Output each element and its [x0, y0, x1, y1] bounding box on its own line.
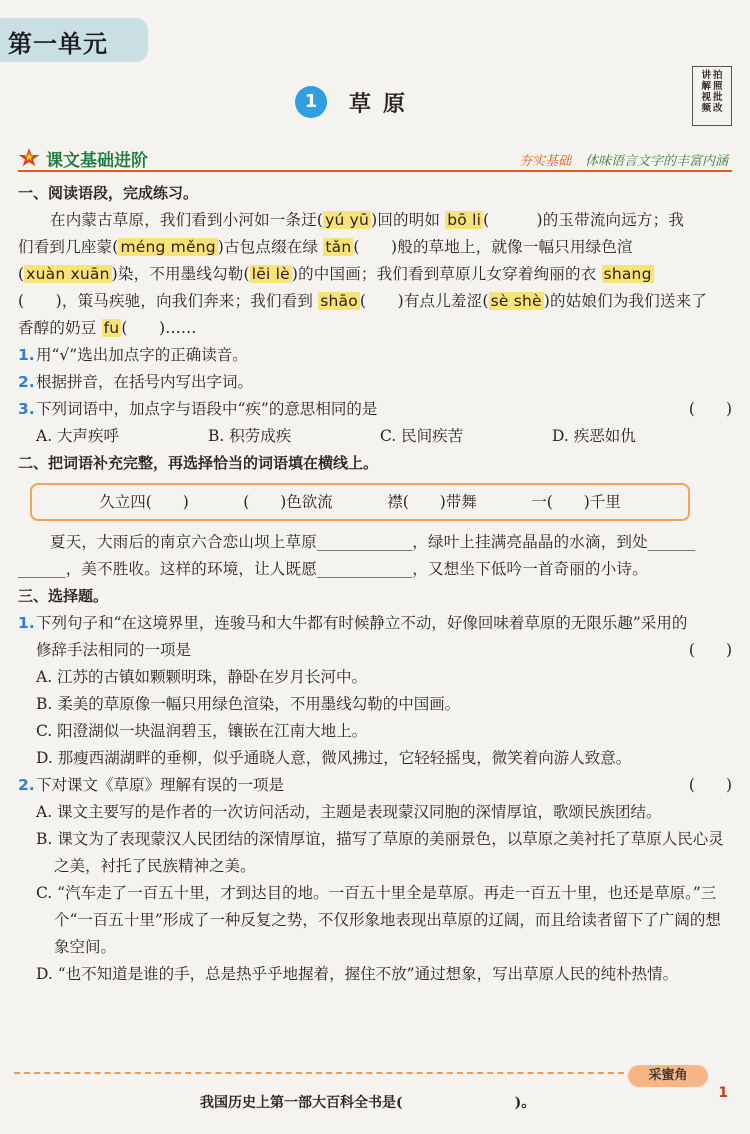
passage-text: 在内蒙古草原，我们看到小河如一条迂(: [50, 211, 324, 229]
pinyin-highlight: fu: [103, 319, 120, 337]
pinyin-highlight: bō li: [447, 211, 482, 229]
lesson-title: [295, 86, 417, 118]
passage-text: )的中国画；我们看到草原儿女穿着绚丽的衣: [291, 265, 602, 283]
part2-line-2[interactable]: ______，美不胜收。这样的环境，让人既愿____________，又想坐下低吟一首奇丽的小诗。: [18, 560, 648, 578]
section-header: [18, 146, 732, 172]
video-note-char: 照: [713, 81, 723, 92]
answer-paren[interactable]: ( ): [688, 400, 732, 418]
pinyin-highlight: tǎn: [325, 238, 352, 256]
option[interactable]: C. “汽车走了一百五十里，才到达目的地。一百五十里全是草原。再走一百五十里，也还是草原。”三个“一百五十里”形成了一种反复之势，不仅形象地表现出草原的辽阔，而且给读者留下了广阔的想象空间。: [36, 884, 721, 956]
video-note-col-1: [701, 70, 711, 122]
pinyin-highlight: shang: [603, 265, 652, 283]
section-tag: [519, 150, 728, 169]
passage-line: [18, 288, 732, 315]
part3-q1-options: [18, 664, 732, 772]
exercise-content: [18, 180, 732, 988]
pinyin-highlight: sè shè: [490, 292, 542, 310]
idiom-blank[interactable]: 一( )千里: [531, 492, 621, 511]
part1-question-2: 2. 根据拼音，在括号内写出字词。: [18, 373, 254, 391]
passage-line: [18, 207, 732, 234]
passage-line: [18, 234, 732, 261]
option[interactable]: C. 民间疾苦: [380, 427, 464, 445]
idiom-blank[interactable]: ( )色欲流: [243, 492, 333, 511]
pinyin-highlight: xuàn xuān: [26, 265, 110, 283]
video-note-char: 批: [713, 92, 723, 103]
idiom-blank[interactable]: 襟( )带舞: [387, 492, 477, 511]
option[interactable]: A. 大声疾呼: [36, 427, 120, 445]
part3-q2-options: [18, 799, 732, 988]
passage-line: [18, 315, 732, 342]
unit-title: 第一单元: [8, 30, 108, 58]
passage-text: )回的明如: [371, 211, 446, 229]
part3-heading: 三、选择题。: [18, 587, 109, 605]
footer-question[interactable]: 我国历史上第一部大百科全书是( )。: [200, 1095, 536, 1111]
option[interactable]: B. 积劳成疾: [208, 427, 292, 445]
section-tag-main: 夯实基础: [518, 154, 571, 169]
part2-line-1[interactable]: 夏天，大雨后的南京六合恋山坝上草原____________，绿叶上挂满亮晶晶的水滴，到处______: [50, 533, 696, 551]
option[interactable]: B. 柔美的草原像一幅只用绿色渲染，不用墨线勾勒的中国画。: [36, 695, 461, 713]
part2-heading: 二、把词语补充完整，再选择恰当的词语填在横线上。: [18, 454, 379, 472]
video-note-char: 改: [713, 103, 723, 114]
passage-text: 香醇的奶豆: [18, 319, 102, 337]
passage-text: ( )，策马疾驰，向我们奔来；我们看到: [18, 292, 319, 310]
option[interactable]: C. 阳澄湖似一块温润碧玉，镶嵌在江南大地上。: [36, 722, 368, 740]
video-note-char: 频: [701, 103, 711, 114]
reading-passage: [18, 207, 732, 342]
page-number: 1: [718, 1085, 728, 1101]
unit-tab: [0, 18, 148, 62]
footer-badge: 采蜜角: [628, 1065, 708, 1087]
passage-line: [18, 261, 732, 288]
passage-text: )染，不用墨线勾勒(: [111, 265, 250, 283]
video-note-char: 视: [701, 92, 711, 103]
passage-text: )的姑娘们为我们送来了: [543, 292, 708, 310]
video-note-col-2: [713, 70, 723, 122]
idiom-blank[interactable]: 久立四( ): [99, 492, 189, 511]
section-tag-sub: 体味语言文字的丰富内涵: [584, 154, 728, 169]
pinyin-highlight: yú yū: [325, 211, 370, 229]
footer-divider: [14, 1072, 624, 1074]
option[interactable]: A. 江苏的古镇如颗颗明珠，静卧在岁月长河中。: [36, 668, 368, 686]
passage-text: ( )……: [121, 319, 197, 337]
section-title: 课文基础进阶: [46, 151, 148, 171]
part1-heading: 一、阅读语段，完成练习。: [18, 184, 199, 202]
pinyin-highlight: shāo: [320, 292, 358, 310]
video-note-char: 解: [701, 81, 711, 92]
word-fill-box: [30, 483, 690, 521]
option[interactable]: B. 课文为了表现蒙汉人民团结的深情厚谊，描写了草原的美丽景色，以草原之美衬托了草原人民心灵之美，衬托了民族精神之美。: [36, 830, 724, 875]
part3-question-1: 1. 下列句子和“在这境界里，连骏马和大牛都有时候静立不动，好像回味着草原的无限乐趣”采用的: [18, 614, 688, 632]
passage-text: ( )有点儿羞涩(: [359, 292, 489, 310]
option[interactable]: D. 疾恶如仇: [552, 427, 636, 445]
passage-text: (: [18, 265, 25, 283]
passage-text: 们看到几座蒙(: [18, 238, 119, 256]
passage-text: )古包点缀在绿: [217, 238, 324, 256]
passage-text: ( )的玉带流向远方；我: [483, 211, 685, 229]
video-note-char: 讲: [701, 70, 711, 81]
option[interactable]: D. 那瘦西湖湖畔的垂柳，似乎通晓人意，微风拂过，它轻轻摇曳，微笑着向游人致意。: [36, 749, 632, 767]
option[interactable]: A. 课文主要写的是作者的一次访问活动，主题是表现蒙汉同胞的深情厚谊，歌颂民族团结。: [36, 803, 662, 821]
part1-question-3: 3. 下列词语中，加点字与语段中“疾”的意思相同的是 ( ): [18, 396, 732, 423]
part1-question-1: 1. 用“√”选出加点字的正确读音。: [18, 346, 248, 364]
part3-question-1-cont: 修辞手法相同的一项是 ( ): [18, 637, 732, 664]
part3-question-2: 2. 下对课文《草原》理解有误的一项是 ( ): [18, 772, 732, 799]
passage-text: ( )般的草地上，就像一幅只用绿色渲: [353, 238, 633, 256]
pinyin-highlight: lēi lè: [251, 265, 290, 283]
part1-q3-options: [18, 423, 732, 450]
pinyin-highlight: méng měng: [120, 238, 216, 256]
video-note-box[interactable]: [692, 66, 732, 126]
video-note-char: 拍: [713, 70, 723, 81]
lesson-name: 草原: [349, 91, 418, 117]
lesson-number-badge: 1: [295, 86, 327, 118]
answer-paren[interactable]: ( ): [688, 641, 732, 659]
answer-paren[interactable]: ( ): [688, 776, 732, 794]
option[interactable]: D. “也不知道是谁的手，总是热乎乎地握着，握住不放”通过想象，写出草原人民的纯朴热情。: [36, 965, 679, 983]
